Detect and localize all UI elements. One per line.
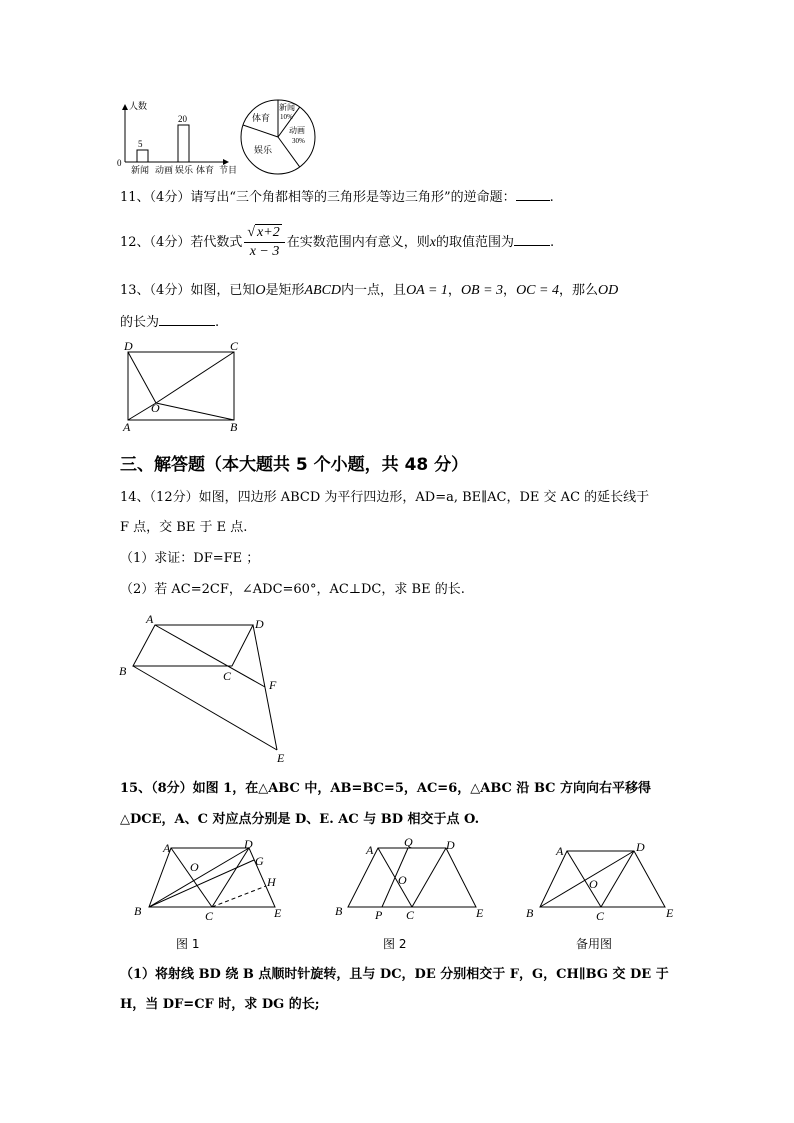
figure-q15-fig1 — [128, 836, 293, 924]
label-A: A — [366, 843, 374, 857]
answer-blank-12[interactable] — [514, 232, 550, 246]
question-11: 11、（4分）请写出“三个角都相等的三角形是等边三角形”的逆命题： . — [120, 187, 554, 208]
fraction-expression: $\frac{√ x+2}{x - 3}$ — [244, 224, 284, 261]
question-14-line2: F 点，交 BE 于 E 点. — [120, 520, 248, 535]
label-B: B — [230, 420, 238, 434]
answer-blank-13[interactable] — [159, 312, 215, 326]
bar-ent — [178, 125, 189, 162]
pie-label-ent: 娱乐 — [254, 145, 273, 155]
pie-chart — [238, 97, 318, 177]
label-H: H — [267, 875, 276, 889]
question-14-line1: 14、（12分）如图，四边形 ABCD 为平行四边形，AD=a, BE∥AC，DE 交 AC 的延长线于 — [120, 490, 650, 505]
question-13-line1: 13、（4分）如图，已知O是矩形ABCD内一点，且OA = 1，OB = 3，OC = 4，那么OD — [120, 283, 619, 298]
x-axis-label: 节目 — [219, 165, 238, 175]
label-A: A — [163, 841, 171, 855]
label-C: C — [205, 909, 214, 923]
pie-label-sport: 体育 — [252, 113, 271, 123]
label-Q: Q — [404, 835, 413, 849]
pie-sep-4 — [243, 125, 278, 137]
label-C: C — [406, 908, 415, 922]
pie-pct-anim: 30% — [292, 137, 305, 145]
label-O: O — [151, 401, 160, 415]
pie-pct-news: 10% — [280, 113, 293, 121]
label-E: E — [277, 751, 285, 765]
question-13-line2: 的长为 . — [120, 312, 219, 333]
label-A: A — [146, 612, 154, 626]
bar-chart — [115, 100, 245, 175]
figure-q14-parallelogram — [115, 612, 295, 767]
figure-q15-backup — [522, 836, 687, 924]
figure-q13-rectangle — [118, 340, 248, 435]
label-B: B — [119, 664, 127, 678]
question-12: 12、（4分）若代数式 $\frac{√ x+2}{x - 3}$ 在实数范围内有意义，则x的取值范围为 . — [120, 225, 555, 259]
label-D: D — [124, 340, 133, 353]
figure-caption-backup: 备用图 — [576, 937, 613, 951]
label-E: E — [666, 906, 674, 920]
figure-caption-1: 图 1 — [176, 937, 200, 951]
label-F: F — [269, 678, 277, 692]
origin-label: 0 — [117, 158, 122, 168]
label-D: D — [244, 837, 253, 851]
label-B: B — [335, 904, 343, 918]
figure-caption-2: 图 2 — [383, 937, 407, 951]
label-C: C — [230, 340, 239, 353]
label-E: E — [274, 906, 282, 920]
question-15-line1: 15、（8分）如图 1，在△ABC 中，AB=BC=5，AC=6，△ABC 沿 BC 方向向右平移得 — [120, 781, 652, 796]
figure-q15-fig2 — [330, 832, 495, 924]
answer-blank-11[interactable] — [516, 187, 550, 201]
question-14-part1: （1）求证：DF=FE ； — [120, 551, 260, 566]
pie-label-news: 新闻 — [279, 103, 295, 112]
x-cat-3: 体育 — [196, 165, 215, 175]
label-D: D — [636, 840, 645, 854]
x-cat-1: 动画 — [155, 165, 174, 175]
pie-label-anim: 动画 — [289, 126, 305, 135]
bar-value-5: 5 — [138, 139, 143, 149]
label-C: C — [223, 669, 232, 683]
label-P: P — [375, 908, 383, 922]
label-A: A — [123, 420, 131, 434]
label-D: D — [446, 838, 455, 852]
label-A: A — [556, 844, 564, 858]
label-O: O — [589, 877, 598, 891]
question-14-part2: （2）若 AC=2CF，∠ADC=60°，AC⊥DC，求 BE 的长. — [120, 582, 465, 597]
question-15-part1-line1: （1）将射线 BD 绕 B 点顺时针旋转，且与 DC，DE 分别相交于 F，G，CH∥BG 交 DE 于 — [120, 967, 669, 982]
question-15-line2: △DCE，A、C 对应点分别是 D、E. AC 与 BD 相交于点 O. — [120, 812, 480, 827]
label-C: C — [596, 909, 605, 923]
label-G: G — [255, 854, 264, 868]
question-15-part1-line2: H，当 DF=CF 时，求 DG 的长; — [120, 997, 320, 1012]
section-3-heading: 三、解答题（本大题共 5 个小题，共 48 分） — [120, 455, 469, 475]
label-B: B — [526, 906, 534, 920]
label-E: E — [476, 906, 484, 920]
label-D: D — [255, 617, 264, 631]
bar-news — [137, 150, 148, 162]
label-O: O — [190, 860, 199, 874]
x-cat-0: 新闻 — [131, 165, 150, 175]
label-O: O — [398, 873, 407, 887]
y-axis-label: 人数 — [129, 101, 148, 111]
label-B: B — [134, 904, 142, 918]
x-cat-2: 娱乐 — [175, 165, 194, 175]
bar-value-20: 20 — [178, 114, 187, 124]
